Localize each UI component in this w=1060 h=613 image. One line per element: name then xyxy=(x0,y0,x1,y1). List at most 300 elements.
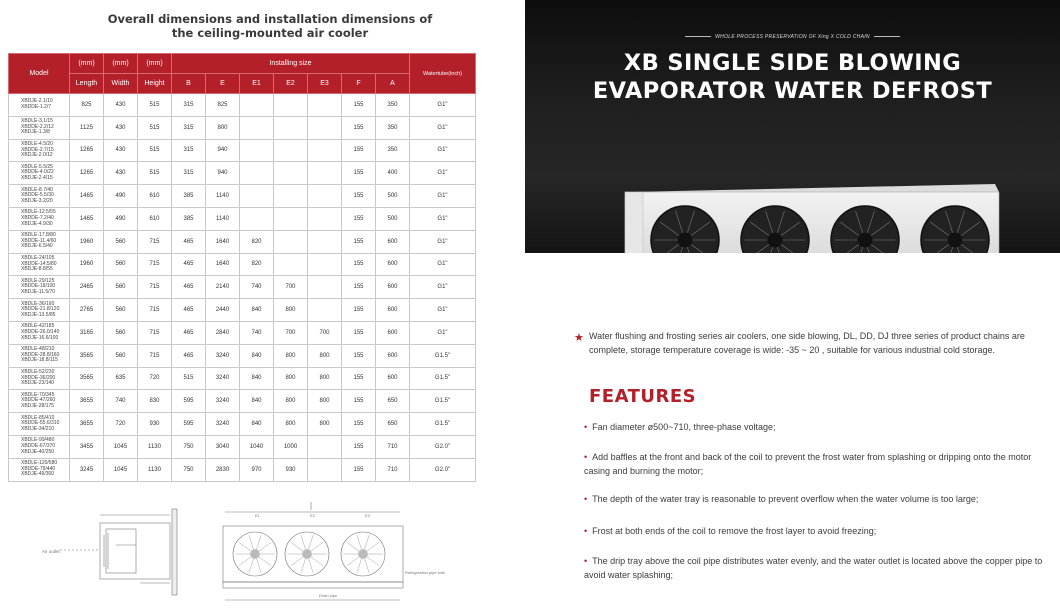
spec-table xyxy=(8,53,476,482)
model-name: XBDLE-48/210 xyxy=(21,346,55,353)
model-cell xyxy=(9,299,70,322)
cell-e2 xyxy=(274,139,308,162)
cell-e2: 800 xyxy=(274,413,308,436)
col-model: Model xyxy=(9,54,70,94)
cell-b: 385 xyxy=(172,185,206,208)
cell-e: 1140 xyxy=(206,207,240,230)
cell-width: 560 xyxy=(104,276,138,299)
svg-text:E3: E3 xyxy=(365,513,370,518)
cell-e1: 840 xyxy=(240,299,274,322)
cell-length: 1265 xyxy=(70,162,104,185)
side-view-drawing xyxy=(20,505,190,600)
side-label: Air outlet xyxy=(42,549,60,554)
cell-e1 xyxy=(240,139,274,162)
cell-tube: G2.0" xyxy=(410,458,476,481)
cell-e3 xyxy=(308,299,342,322)
cell-a: 350 xyxy=(376,116,410,139)
cell-e2 xyxy=(274,230,308,253)
cell-f: 155 xyxy=(342,94,376,117)
cell-b: 315 xyxy=(172,162,206,185)
cell-length: 3165 xyxy=(70,321,104,344)
hero-banner xyxy=(525,0,1060,253)
cell-e2: 800 xyxy=(274,299,308,322)
cell-e3: 800 xyxy=(308,344,342,367)
cell-a: 600 xyxy=(376,253,410,276)
bullet-icon: • xyxy=(584,422,588,432)
cell-width: 430 xyxy=(104,116,138,139)
cell-e2 xyxy=(274,185,308,208)
cell-f: 155 xyxy=(342,390,376,413)
table-row xyxy=(9,367,476,390)
cell-e2: 1000 xyxy=(274,435,308,458)
cell-e1: 840 xyxy=(240,413,274,436)
model-name: XBDDE-36/200 xyxy=(21,374,56,381)
cell-e3: 800 xyxy=(308,413,342,436)
cell-e3 xyxy=(308,116,342,139)
cell-e: 3240 xyxy=(206,390,240,413)
cell-width: 430 xyxy=(104,94,138,117)
cell-f: 155 xyxy=(342,116,376,139)
cell-width: 635 xyxy=(104,367,138,390)
cell-e: 2140 xyxy=(206,276,240,299)
cell-f: 155 xyxy=(342,435,376,458)
cell-b: 385 xyxy=(172,207,206,230)
cell-e1: 840 xyxy=(240,344,274,367)
table-row xyxy=(9,413,476,436)
cell-a: 600 xyxy=(376,367,410,390)
col-e1: E1 xyxy=(240,74,274,94)
cell-a: 650 xyxy=(376,413,410,436)
col-e3: E3 xyxy=(308,74,342,94)
cell-e2 xyxy=(274,253,308,276)
table-row xyxy=(9,253,476,276)
cell-length: 3655 xyxy=(70,390,104,413)
model-name: XBDDE-14.5/80 xyxy=(21,260,57,267)
model-cell xyxy=(9,253,70,276)
bullet-icon: • xyxy=(584,494,588,504)
cell-b: 750 xyxy=(172,435,206,458)
cell-length: 3245 xyxy=(70,458,104,481)
cell-b: 465 xyxy=(172,253,206,276)
cell-length: 1465 xyxy=(70,207,104,230)
cell-b: 315 xyxy=(172,94,206,117)
model-name: XBDLE-8.7/40 xyxy=(21,186,53,193)
cell-height: 930 xyxy=(138,413,172,436)
model-cell xyxy=(9,207,70,230)
cell-e1: 740 xyxy=(240,321,274,344)
col-unit: (mm) xyxy=(138,54,172,74)
model-name: XBDDE-28.8/160 xyxy=(21,351,60,358)
feature-text: Add baffles at the front and back of the coil to prevent the frost water from splashing or dripping onto the motor casing and burning the motor; xyxy=(584,452,1032,476)
table-row xyxy=(9,321,476,344)
model-name: XBDJE-23/140 xyxy=(21,380,55,387)
cell-f: 155 xyxy=(342,162,376,185)
model-name: XBDJE-6.5/40 xyxy=(21,243,53,250)
table-row xyxy=(9,94,476,117)
cell-e1 xyxy=(240,185,274,208)
cell-f: 155 xyxy=(342,207,376,230)
cell-height: 715 xyxy=(138,253,172,276)
cell-length: 1125 xyxy=(70,116,104,139)
cell-e2 xyxy=(274,207,308,230)
cell-tube: G2.0" xyxy=(410,435,476,458)
cell-e: 3240 xyxy=(206,413,240,436)
model-name: XBDLE-85/410 xyxy=(21,414,55,421)
feature-text: The drip tray above the coil pipe distributes water evenly, and the water outlet is located above the copper pipe to avoid water splashing; xyxy=(584,556,1043,580)
model-name: XBDJE-3.2/20 xyxy=(21,197,53,204)
cell-b: 465 xyxy=(172,230,206,253)
cell-e3 xyxy=(308,185,342,208)
cell-length: 3455 xyxy=(70,435,104,458)
cell-length: 3565 xyxy=(70,344,104,367)
model-name: XBDLE-5.5/25 xyxy=(21,163,53,170)
evaporator-image xyxy=(623,178,1003,253)
model-name: XBDJE-2.4/15 xyxy=(21,175,53,182)
cell-height: 515 xyxy=(138,139,172,162)
col-installing: Installing size xyxy=(172,54,410,74)
cell-a: 710 xyxy=(376,435,410,458)
cell-e: 3240 xyxy=(206,367,240,390)
cell-length: 1265 xyxy=(70,139,104,162)
model-name: XBDJE-28/175 xyxy=(21,403,55,410)
cell-e1 xyxy=(240,116,274,139)
cell-f: 155 xyxy=(342,458,376,481)
cell-tube: G1.5" xyxy=(410,413,476,436)
cell-a: 600 xyxy=(376,344,410,367)
model-name: XBDDE-1.2/7 xyxy=(21,103,52,110)
feature-item xyxy=(584,493,1046,507)
cell-tube: G1" xyxy=(410,185,476,208)
model-name: XBDDE-7.2/40 xyxy=(21,215,54,222)
cell-width: 740 xyxy=(104,390,138,413)
cell-tube: G1" xyxy=(410,207,476,230)
cell-length: 2465 xyxy=(70,276,104,299)
cell-f: 155 xyxy=(342,321,376,344)
cell-e3 xyxy=(308,458,342,481)
cell-e3 xyxy=(308,253,342,276)
cell-a: 500 xyxy=(376,207,410,230)
cell-f: 155 xyxy=(342,276,376,299)
model-cell xyxy=(9,230,70,253)
cell-e1 xyxy=(240,162,274,185)
cell-e2: 930 xyxy=(274,458,308,481)
model-cell xyxy=(9,321,70,344)
cell-width: 560 xyxy=(104,299,138,322)
model-cell xyxy=(9,390,70,413)
model-name: XBDDE-2.7/15 xyxy=(21,146,54,153)
model-name: XBDJE-2.1/10 xyxy=(21,98,53,105)
model-name: XBDJE-34/210 xyxy=(21,425,55,432)
cell-tube: G1" xyxy=(410,94,476,117)
cell-f: 155 xyxy=(342,230,376,253)
model-name: XBDJE-18.8/115 xyxy=(21,357,58,364)
cell-f: 155 xyxy=(342,344,376,367)
drain-label: Drain pipe xyxy=(319,593,338,598)
model-name: XBDLE-24/105 xyxy=(21,255,55,262)
cell-e: 1640 xyxy=(206,253,240,276)
cell-length: 1465 xyxy=(70,185,104,208)
cell-e: 800 xyxy=(206,116,240,139)
col-f: F xyxy=(342,74,376,94)
star-icon: ★ xyxy=(574,332,584,344)
feature-text: Fan diameter ø500~710, three-phase voltage; xyxy=(592,422,776,432)
table-row xyxy=(9,116,476,139)
cell-tube: G1.5" xyxy=(410,344,476,367)
cell-width: 720 xyxy=(104,413,138,436)
cell-e: 825 xyxy=(206,94,240,117)
cell-e: 3240 xyxy=(206,344,240,367)
model-name: XBDDE-47/260 xyxy=(21,397,56,404)
bullet-icon: • xyxy=(584,526,588,536)
model-name: XBDLE-52/230 xyxy=(21,369,55,376)
cell-e3 xyxy=(308,230,342,253)
cell-e: 2440 xyxy=(206,299,240,322)
cell-e1: 740 xyxy=(240,276,274,299)
cell-e1: 1040 xyxy=(240,435,274,458)
cell-f: 155 xyxy=(342,139,376,162)
cell-e1: 840 xyxy=(240,390,274,413)
model-name: XBDJE-16.6/100 xyxy=(21,334,59,341)
cell-e2: 800 xyxy=(274,390,308,413)
model-cell xyxy=(9,458,70,481)
model-name: XBDJE-11.5/70 xyxy=(21,289,56,296)
cell-a: 600 xyxy=(376,230,410,253)
cell-tube: G1" xyxy=(410,299,476,322)
table-row xyxy=(9,185,476,208)
cell-height: 1130 xyxy=(138,458,172,481)
cell-length: 1960 xyxy=(70,253,104,276)
model-name: XBDDE-67/370 xyxy=(21,443,56,450)
model-name: XBDDE-21.8/120 xyxy=(21,306,60,313)
cell-b: 595 xyxy=(172,413,206,436)
front-view-drawing xyxy=(215,500,475,608)
cell-e3: 700 xyxy=(308,321,342,344)
cell-a: 600 xyxy=(376,276,410,299)
cell-f: 155 xyxy=(342,367,376,390)
cell-b: 595 xyxy=(172,390,206,413)
cell-e: 3040 xyxy=(206,435,240,458)
model-name: XBDDE-4.0/22 xyxy=(21,169,54,176)
col-e: E xyxy=(206,74,240,94)
cell-e3: 800 xyxy=(308,367,342,390)
intro-text: Water flushing and frosting series air coolers, one side blowing, DL, DD, DJ three series of product chains are complete, storage temperature coverage is wide: -35 ~ 20 , suitable for various industrial cold storage. xyxy=(589,331,1025,355)
feature-item xyxy=(584,525,1046,539)
cell-b: 465 xyxy=(172,321,206,344)
model-name: XBDLE-12.5/55 xyxy=(21,209,56,216)
model-name: XBDLE-29/125 xyxy=(21,277,55,284)
cell-tube: G1" xyxy=(410,162,476,185)
spec-panel xyxy=(0,0,520,613)
pipe-label: Refrigeration pipe side xyxy=(405,570,446,575)
cell-e3 xyxy=(308,276,342,299)
table-row xyxy=(9,139,476,162)
cell-width: 560 xyxy=(104,321,138,344)
cell-e: 940 xyxy=(206,139,240,162)
model-name: XBDJE-8.8/55 xyxy=(21,266,53,273)
cell-length: 825 xyxy=(70,94,104,117)
model-name: XBDLE-4.5/20 xyxy=(21,141,53,148)
table-row xyxy=(9,299,476,322)
cell-e1: 840 xyxy=(240,367,274,390)
cell-height: 515 xyxy=(138,116,172,139)
feature-item xyxy=(584,421,1046,435)
model-name: XBDLE-70/345 xyxy=(21,391,55,398)
col-unit: (mm) xyxy=(104,54,138,74)
cell-b: 750 xyxy=(172,458,206,481)
cell-width: 560 xyxy=(104,344,138,367)
table-row xyxy=(9,458,476,481)
svg-text:E1: E1 xyxy=(255,513,260,518)
bullet-icon: • xyxy=(584,556,588,566)
cell-length: 2765 xyxy=(70,299,104,322)
cell-e: 940 xyxy=(206,162,240,185)
hero-tagline: WHOLE PROCESS PRESERVATION OF Xing X COLD CHAIN xyxy=(525,34,1060,40)
model-name: XBDJE-13.5/85 xyxy=(21,311,56,318)
model-name: XBDDE-19/100 xyxy=(21,283,56,290)
cell-e2: 700 xyxy=(274,276,308,299)
model-name: XBDJE-1.3/8 xyxy=(21,129,50,136)
cell-b: 465 xyxy=(172,344,206,367)
feature-item xyxy=(584,555,1046,582)
model-name: XBDLE-36/160 xyxy=(21,300,55,307)
cell-height: 610 xyxy=(138,185,172,208)
cell-e2: 800 xyxy=(274,367,308,390)
model-name: XBDJE-40/250 xyxy=(21,448,55,455)
cell-a: 710 xyxy=(376,458,410,481)
table-row xyxy=(9,390,476,413)
col-height: Height xyxy=(138,74,172,94)
cell-width: 490 xyxy=(104,207,138,230)
cell-tube: G1" xyxy=(410,230,476,253)
cell-tube: G1" xyxy=(410,116,476,139)
table-row xyxy=(9,207,476,230)
table-row xyxy=(9,230,476,253)
cell-width: 430 xyxy=(104,139,138,162)
feature-text: Frost at both ends of the coil to remove the frost layer to avoid freezing; xyxy=(592,526,877,536)
cell-height: 715 xyxy=(138,344,172,367)
feature-text: The depth of the water tray is reasonable to prevent overflow when the water volume is too large; xyxy=(592,494,979,504)
cell-width: 490 xyxy=(104,185,138,208)
cell-e2: 700 xyxy=(274,321,308,344)
cell-e3 xyxy=(308,139,342,162)
model-name: XBDLE-3.1/15 xyxy=(21,118,53,125)
cell-e3 xyxy=(308,435,342,458)
cell-height: 830 xyxy=(138,390,172,413)
cell-height: 515 xyxy=(138,162,172,185)
cell-height: 720 xyxy=(138,367,172,390)
model-name: XBDJE-2.0/12 xyxy=(21,152,53,159)
cell-e1: 970 xyxy=(240,458,274,481)
hero-title-2: EVAPORATOR WATER DEFROST xyxy=(592,78,993,104)
model-name: XBDJE-4.9/30 xyxy=(21,220,53,227)
col-length: Length xyxy=(70,74,104,94)
cell-a: 500 xyxy=(376,185,410,208)
col-unit: (mm) xyxy=(70,54,104,74)
cell-e2 xyxy=(274,94,308,117)
col-width: Width xyxy=(104,74,138,94)
model-name: XBDLE-17.8/80 xyxy=(21,232,56,239)
cell-f: 155 xyxy=(342,299,376,322)
table-row xyxy=(9,344,476,367)
cell-length: 1960 xyxy=(70,230,104,253)
cell-e1 xyxy=(240,94,274,117)
cell-e3 xyxy=(308,94,342,117)
model-name: XBDLE-42/185 xyxy=(21,323,55,330)
cell-b: 515 xyxy=(172,367,206,390)
cell-b: 465 xyxy=(172,299,206,322)
cell-width: 1045 xyxy=(104,435,138,458)
feature-item xyxy=(584,451,1046,478)
cell-length: 3655 xyxy=(70,413,104,436)
features-title: FEATURES xyxy=(589,386,697,407)
cell-length: 3565 xyxy=(70,367,104,390)
table-row xyxy=(9,162,476,185)
cell-e1 xyxy=(240,207,274,230)
cell-a: 650 xyxy=(376,390,410,413)
cell-f: 155 xyxy=(342,253,376,276)
cell-height: 715 xyxy=(138,299,172,322)
col-b: B xyxy=(172,74,206,94)
model-name: XBDDE-2.2/12 xyxy=(21,123,54,130)
model-cell xyxy=(9,94,70,117)
model-cell xyxy=(9,413,70,436)
cell-a: 350 xyxy=(376,94,410,117)
cell-e1: 820 xyxy=(240,230,274,253)
model-cell xyxy=(9,116,70,139)
cell-f: 155 xyxy=(342,185,376,208)
cell-height: 1130 xyxy=(138,435,172,458)
hero-title-1: XB SINGLE SIDE BLOWING xyxy=(623,50,962,76)
model-cell xyxy=(9,344,70,367)
cell-height: 610 xyxy=(138,207,172,230)
cell-e: 1140 xyxy=(206,185,240,208)
cell-b: 465 xyxy=(172,276,206,299)
spec-title: Overall dimensions and installation dimensions of the ceiling-mounted air cooler xyxy=(107,12,433,40)
cell-a: 350 xyxy=(376,139,410,162)
cell-width: 430 xyxy=(104,162,138,185)
model-cell xyxy=(9,435,70,458)
cell-e2: 800 xyxy=(274,344,308,367)
cell-width: 1045 xyxy=(104,458,138,481)
model-name: XBDLE-99/480 xyxy=(21,437,55,444)
table-row xyxy=(9,435,476,458)
cell-e3 xyxy=(308,162,342,185)
cell-tube: G1" xyxy=(410,276,476,299)
cell-tube: G1.5" xyxy=(410,390,476,413)
cell-e2 xyxy=(274,116,308,139)
col-watertube: Watertube(inch) xyxy=(410,54,476,94)
model-cell xyxy=(9,162,70,185)
model-name: XBDDE-5.5/30 xyxy=(21,192,54,199)
model-name: XBDLE-120/580 xyxy=(21,460,58,467)
cell-tube: G1" xyxy=(410,139,476,162)
cell-a: 400 xyxy=(376,162,410,185)
cell-a: 600 xyxy=(376,321,410,344)
cell-e2 xyxy=(274,162,308,185)
cell-f: 155 xyxy=(342,413,376,436)
model-name: XBDDE-11.4/60 xyxy=(21,237,57,244)
cell-a: 600 xyxy=(376,299,410,322)
cell-width: 560 xyxy=(104,253,138,276)
cell-b: 315 xyxy=(172,139,206,162)
cell-tube: G1" xyxy=(410,253,476,276)
cell-height: 715 xyxy=(138,230,172,253)
model-name: XBDDE-55.6/310 xyxy=(21,420,60,427)
model-cell xyxy=(9,139,70,162)
table-row xyxy=(9,276,476,299)
bullet-icon: • xyxy=(584,452,588,462)
col-e2: E2 xyxy=(274,74,308,94)
